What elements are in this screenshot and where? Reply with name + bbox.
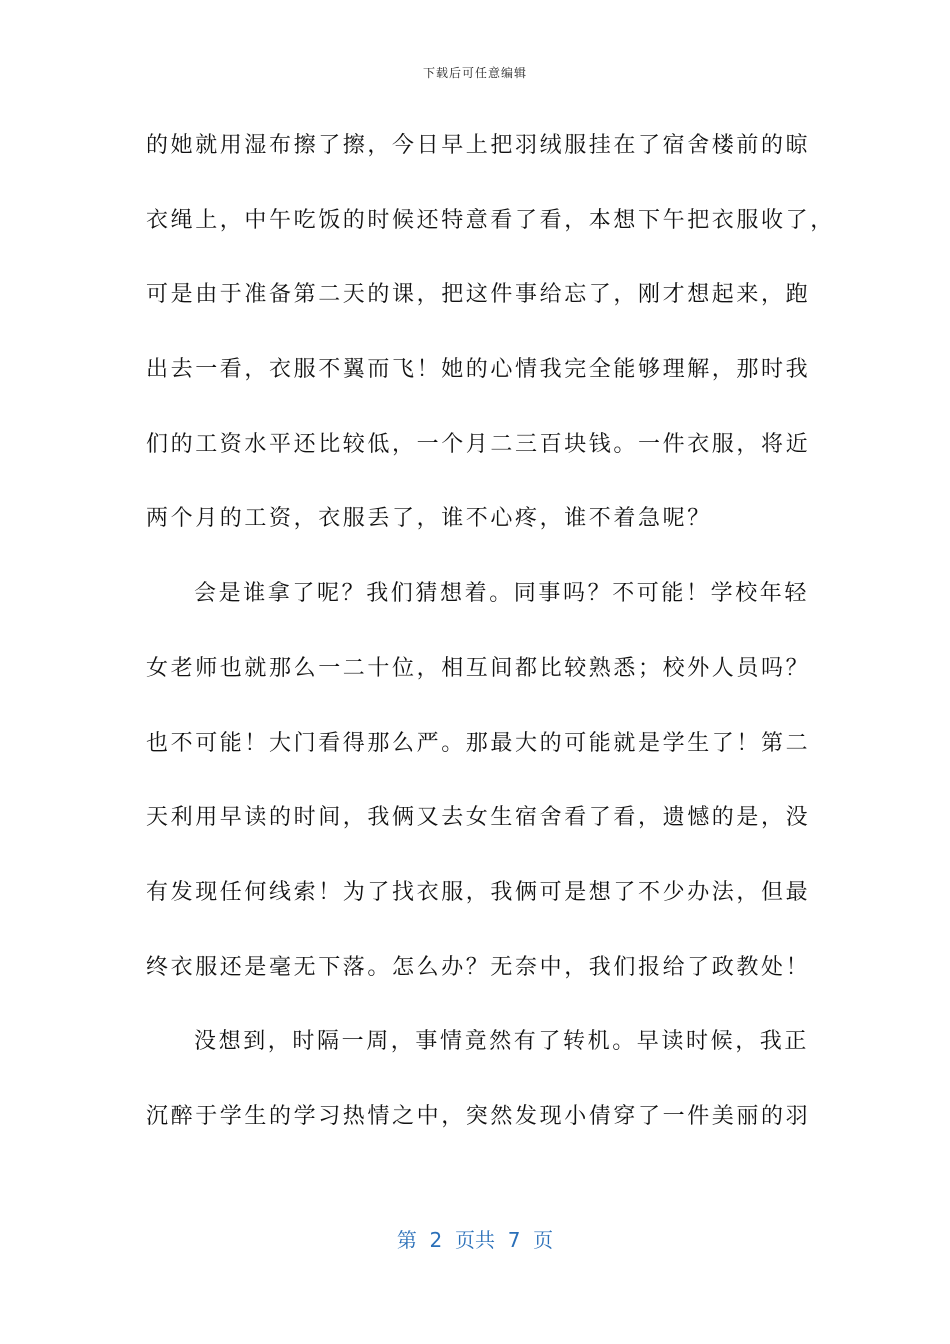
text-line: 的她就用湿布擦了擦，今日早上把羽绒服挂在了宿舍楼前的晾 (146, 133, 811, 158)
text-line: 天利用早读的时间，我俩又去女生宿舍看了看，遗憾的是，没 (146, 805, 811, 831)
document-body (146, 124, 835, 1170)
text-line: 有发现任何线索！为了找衣服，我俩可是想了不少办法，但最 (146, 879, 811, 905)
text-line: 出去一看，衣服不翼而飞！她的心情我完全能够理解，那时我 (146, 357, 811, 383)
page-header-note: 下载后可任意编辑 (422, 66, 527, 80)
text-line: 可是由于准备第二天的课，把这件事给忘了，刚才想起来，跑 (146, 282, 811, 308)
paragraph-start-line: 会是谁拿了呢？我们猜想着。同事吗？不可能！学校年轻 (194, 581, 810, 607)
text-line: 也不可能！大门看得那么严。那最大的可能就是学生了！第二 (146, 730, 811, 756)
page-number-footer: 第 2 页共 7 页 (396, 1228, 554, 1252)
text-line: 女老师也就那么一二十位，相互间都比较熟悉；校外人员吗？ (146, 655, 811, 681)
text-line: 终衣服还是毫无下落。怎么办？无奈中，我们报给了政教处！ (146, 954, 811, 980)
text-line: 衣绳上，中午吃饭的时候还特意看了看，本想下午把衣服收了， (146, 207, 835, 233)
text-line: 沉醉于学生的学习热情之中，突然发现小倩穿了一件美丽的羽 (146, 1103, 811, 1129)
paragraph-start-line: 没想到，时隔一周，事情竟然有了转机。早读时候，我正 (194, 1029, 810, 1055)
text-line: 两个月的工资，衣服丢了，谁不心疼，谁不着急呢？ (146, 506, 712, 532)
text-line: 们的工资水平还比较低，一个月二三百块钱。一件衣服，将近 (146, 431, 811, 457)
